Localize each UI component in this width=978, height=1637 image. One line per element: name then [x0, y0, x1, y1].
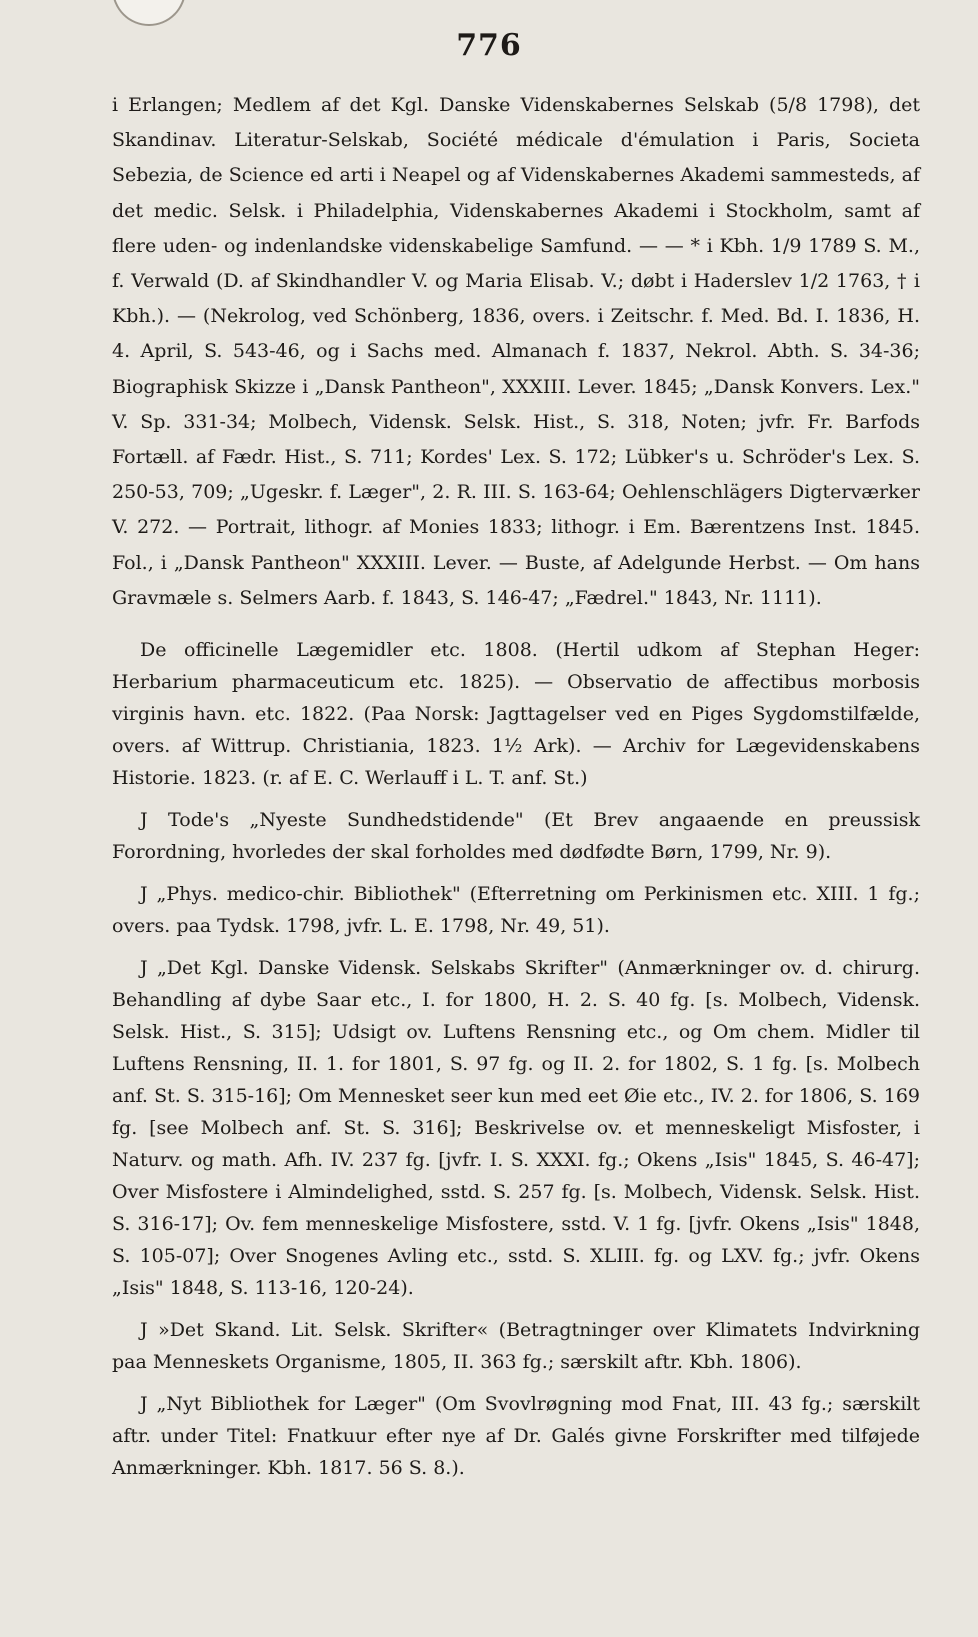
entry-skand-lit-selsk-skrifter: J »Det Skand. Lit. Selsk. Skrifter« (Betragtninger over Klimatets Indvirkning paa Menneskets Organisme, 1805, II. 363 fg.; særskilt aftr. Kbh. 1806). — [112, 1319, 920, 1374]
biography-paragraph: i Erlangen; Medlem af det Kgl. Danske Videnskabernes Selskab (5/8 1798), det Skandinav. Literatur-Selskab, Société médicale d'émulation i Paris, Societa Sebezia, de Science ed arti i Neapel og af Videnskabernes Akademi sammesteds, af det medic. Selsk. i Philadelphia, Videnskabernes Akademi i Stockholm, samt af flere uden- og indenlandske videnskabelige Samfund. — — * i Kbh. 1/9 1789 S. M., f. Verwald (D. af Skindhandler V. og Maria Elisab. V.; døbt i Haderslev 1/2 1763, † i Kbh.). — (Nekrolog, ved Schönberg, 1836, overs. i Zeitschr. f. Med. Bd. I. 1836, H. 4. April, S. 543-46, og i Sachs med. Almanach f. 1837, Nekrol. Abth. S. 34-36; Biographisk Skizze i „Dansk Pantheon", XXXIII. Lever. 1845; „Dansk Konvers. Lex." V. Sp. 331-34; Molbech, Vidensk. Selsk. Hist., S. 318, Noten; jvfr. Fr. Barfods Fortæll. af Fædr. Hist., S. 711; Kordes' Lex. S. 172; Lübker's u. Schröder's Lex. S. 250-53, 709; „Ugeskr. f. Læger", 2. R. III. S. 163-64; Oehlenschlägers Digterværker V. 272. — Portrait, lithogr. af Monies 1833; lithogr. i Em. Bærentzens Inst. 1845. Fol., i „Dansk Pantheon" XXXIII. Lever. — Buste, af Adelgunde Herbst. — Om hans Gravmæle s. Selmers Aarb. f. 1843, S. 146-47; „Fædrel." 1843, Nr. 1111). — [112, 94, 920, 609]
entry-phys-bibliothek: J „Phys. medico-chir. Bibliothek" (Efterretning om Perkinismen etc. XIII. 1 fg.; overs. paa Tydsk. 1798, jvfr. L. E. 1798, Nr. 49, 51). — [112, 883, 920, 938]
entry-videnskabs-selskabs-skrifter: J „Det Kgl. Danske Vidensk. Selskabs Skrifter" (Anmærkninger ov. d. chirurg. Behandling af dybe Saar etc., I. for 1800, H. 2. S. 40 fg. [s. Molbech, Vidensk. Selsk. Hist., S. 315]; Udsigt ov. Luftens Rensning etc., og Om chem. Midler til Luftens Rensning, II. 1. for 1801, S. 97 fg. og II. 2. for 1802, S. 1 fg. [s. Molbech anf. St. S. 315-16]; Om Mennesket seer kun med eet Øie etc., IV. 2. for 1806, S. 169 fg. [see Molbech anf. St. S. 316]; Beskrivelse ov. et menneskeligt Misfoster, i Naturv. og math. Afh. IV. 237 fg. [jvfr. I. S. XXXI. fg.; Okens „Isis" 1845, S. 46-47]; Over Misfostere i Almindelighed, sstd. S. 257 fg. [s. Molbech, Vidensk. Selsk. Hist. S. 316-17]; Ov. fem menneskelige Misfostere, sstd. V. 1 fg. [jvfr. Okens „Isis" 1848, S. 105-07]; Over Snogenes Avling etc., sstd. S. XLIII. fg. og LXV. fg.; jvfr. Okens „Isis" 1848, S. 113-16, 120-24). — [112, 957, 920, 1300]
page-body — [112, 88, 920, 1484]
entry-nyt-bibliothek-for-laeger: J „Nyt Bibliothek for Læger" (Om Svovlrøgning mod Fnat, III. 43 fg.; særskilt aftr. under Titel: Fnatkuur efter nye af Dr. Galés givne Forskrifter med tilføjede Anmærkninger. Kbh. 1817. 56 S. 8.). — [112, 1393, 920, 1480]
entry-tode-sundhedstidende: J Tode's „Nyeste Sundhedstidende" (Et Brev angaaende en preussisk Forordning, hvorledes der skal forholdes med dødfødte Børn, 1799, Nr. 9). — [112, 809, 920, 864]
page-corner-mark — [112, 0, 186, 26]
entry-officinelle-laegemidler: De officinelle Lægemidler etc. 1808. (Hertil udkom af Stephan Heger: Herbarium pharmaceuticum etc. 1825). — Observatio de affectibus morbosis virginis havn. etc. 1822. (Paa Norsk: Jagttagelser ved en Piges Sygdomstilfælde, overs. af Wittrup. Christiania, 1823. 1½ Ark). — Archiv for Lægevidenskabens Historie. 1823. (r. af E. C. Werlauff i L. T. anf. St.) — [112, 639, 920, 790]
page-number: 776 — [456, 28, 522, 63]
